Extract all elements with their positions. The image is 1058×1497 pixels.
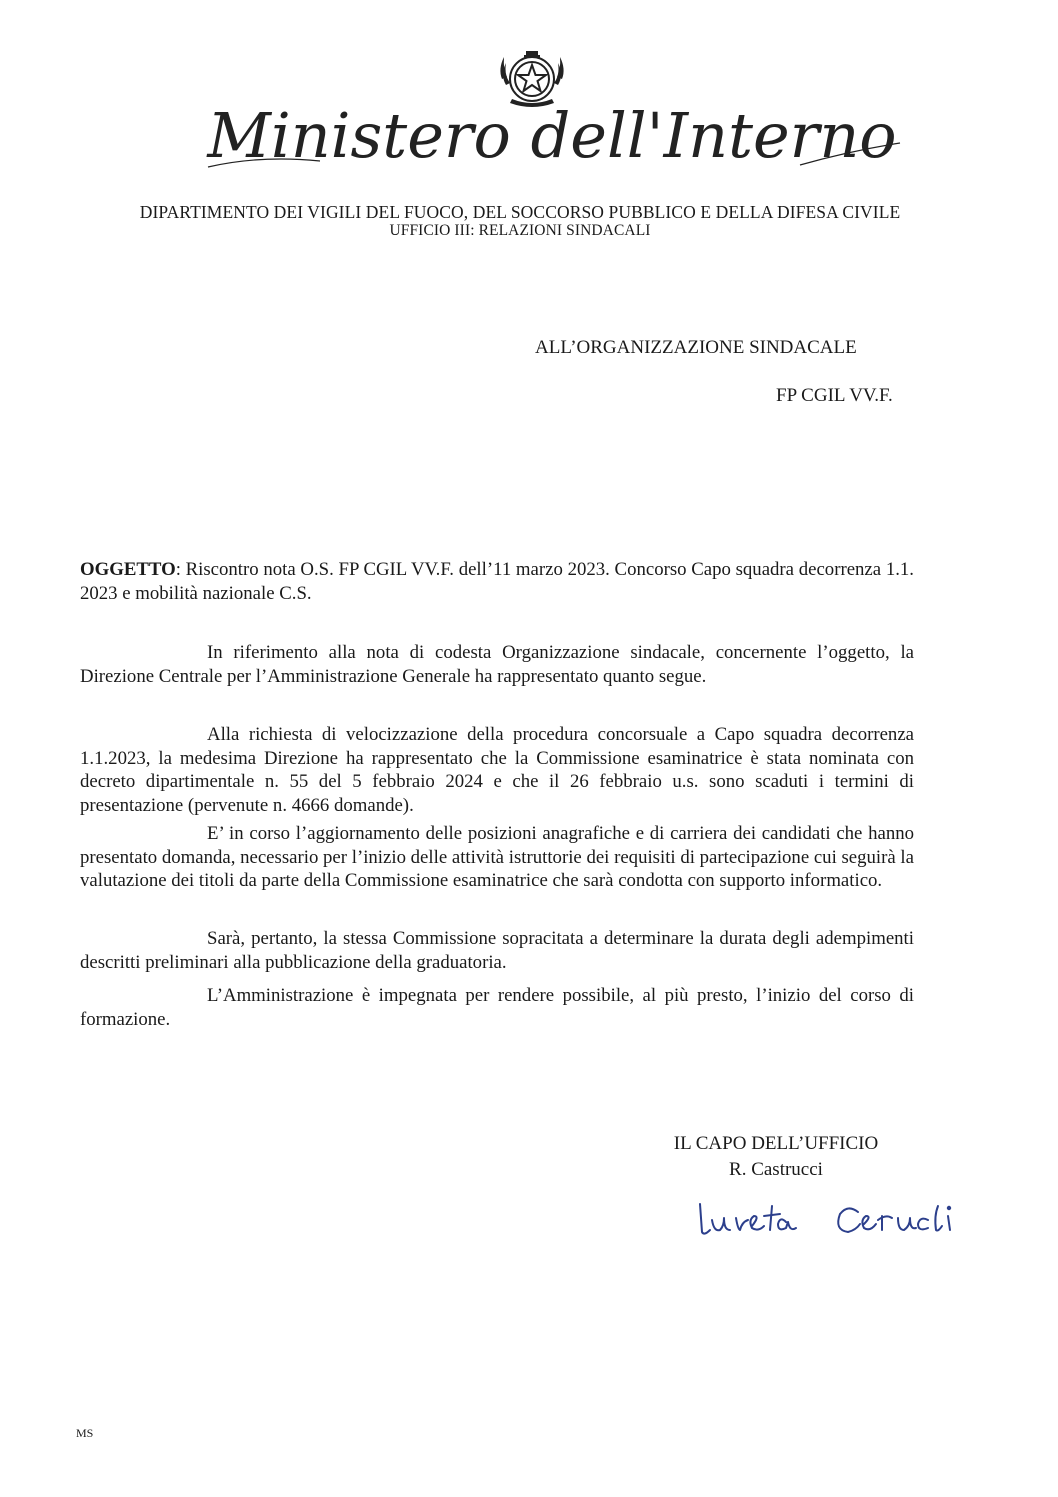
department-name: DIPARTIMENTO DEI VIGILI DEL FUOCO, DEL SOCCORSO PUBBLICO E DELLA DIFESA CIVILE <box>139 202 901 222</box>
paragraph: In riferimento alla nota di codesta Organizzazione sindacale, concernente l’oggetto, la Direzione Centrale per l’Amministrazione Generale ha rappresentato quanto segue. <box>80 642 914 687</box>
footer-initials: MS <box>76 1426 94 1440</box>
paragraph-block-1 <box>80 641 914 688</box>
handwritten-signature <box>690 1186 960 1246</box>
paragraph: L’Amministrazione è impegnata per rendere possibile, al più presto, l’inizio del corso di formazione. <box>80 985 914 1030</box>
ministry-logotype <box>200 95 905 190</box>
recipient-line-2: FP CGIL VV.F. <box>776 385 893 406</box>
office-name: UFFICIO III: RELAZIONI SINDACALI <box>389 222 651 239</box>
paragraph-block-2 <box>80 723 914 817</box>
paragraph: Alla richiesta di velocizzazione della procedura concorsuale a Capo squadra decorrenza 1.1.2023, la medesima Direzione ha rappresentato che la Commissione esaminatrice è stata nominata con decreto dipartimentale n. 55 del 5 febbraio 2024 e che il 26 febbraio u.s. sono scaduti i termini di presentazione (pervenute n. 4666 domande). <box>80 724 914 816</box>
subject-label: OGGETTO <box>80 559 176 580</box>
subject-text: : Riscontro nota O.S. FP CGIL VV.F. dell’11 marzo 2023. Concorso Capo squadra decorrenza 1.1. 2023 e mobilità nazionale C.S. <box>80 559 914 604</box>
ministry-name-text: Ministero dell'Interno <box>207 99 897 172</box>
signatory-title: IL CAPO DELL’UFFICIO <box>673 1133 879 1154</box>
signature-block <box>656 1131 896 1183</box>
paragraph-block-3 <box>80 822 914 893</box>
signatory-name: R. Castrucci <box>729 1159 823 1180</box>
paragraph: E’ in corso l’aggiornamento delle posizioni anagrafiche e di carriera dei candidati che hanno presentato domanda, necessario per l’inizio delle attività istruttorie dei requisiti di partecipazione cui seguirà la valutazione dei titoli da parte della Commissione esaminatrice che sarà condotta con supporto informatico. <box>80 823 914 891</box>
recipient-line-1: ALL’ORGANIZZAZIONE SINDACALE <box>535 337 857 358</box>
paragraph-block-4 <box>80 927 914 974</box>
paragraph: Sarà, pertanto, la stessa Commissione sopracitata a determinare la durata degli adempimenti descritti preliminari alla pubblicazione della graduatoria. <box>80 928 914 973</box>
subject <box>80 558 914 605</box>
paragraph-block-5 <box>80 984 914 1031</box>
